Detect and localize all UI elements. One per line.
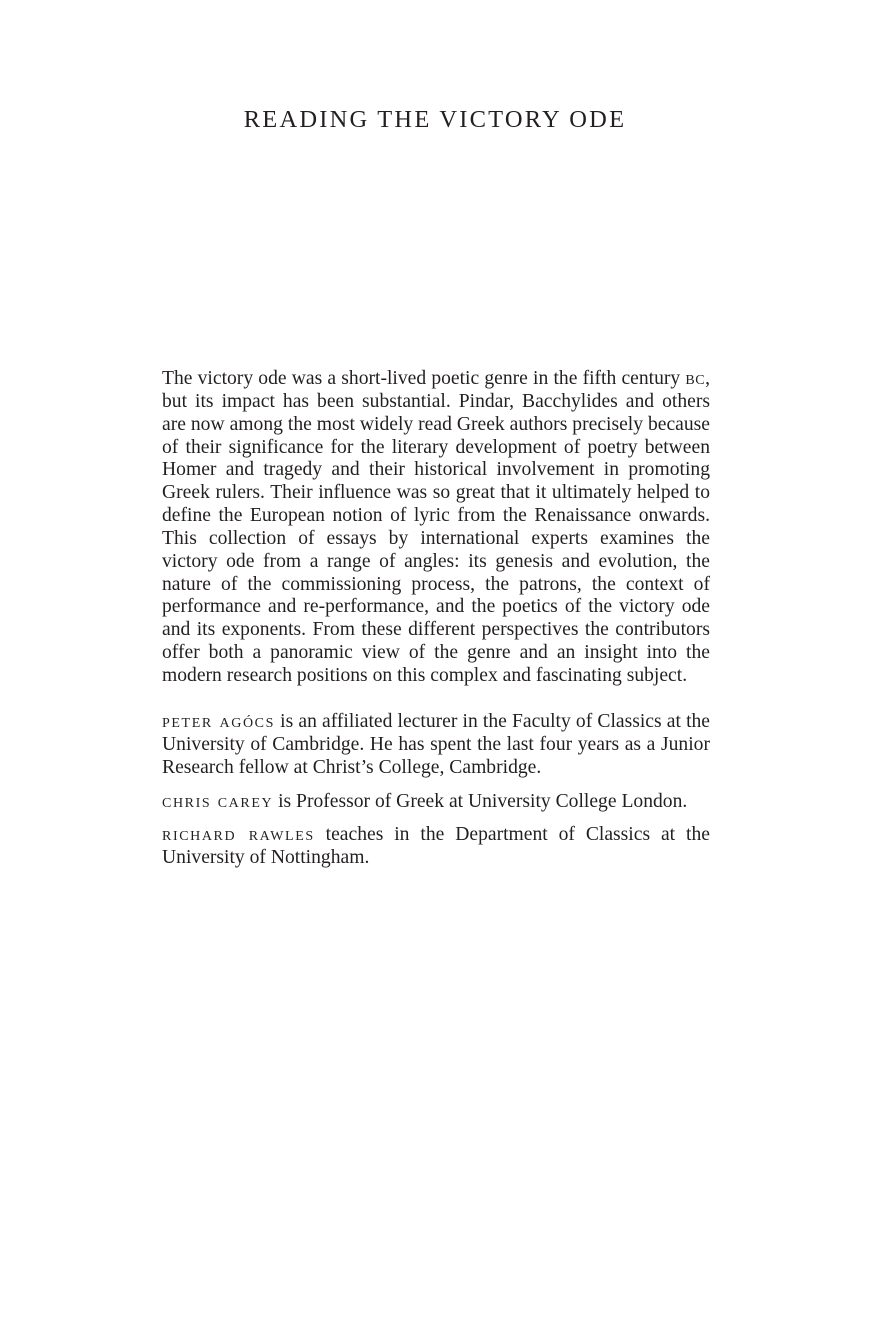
contributor-name: peter agócs	[162, 711, 275, 732]
contributor-bio-text: is Professor of Greek at University College London.	[273, 790, 688, 812]
page-title: READING THE VICTORY ODE	[243, 106, 627, 133]
contributor-bio-text: teaches in the Department of Classics at the University of Nottingham.	[162, 824, 710, 869]
contributor-bios	[162, 711, 710, 881]
bio-chris-carey	[162, 791, 710, 814]
contributor-name: richard rawles	[162, 824, 315, 846]
bio-richard-rawles	[162, 824, 710, 870]
era-abbreviation: bc	[685, 368, 706, 389]
contributor-bio-text: is an affiliated lecturer in the Faculty of Classics at the University of Cambridge. He has spent the last four years as a Junior Research fellow at Christ’s College, Cambridge.	[162, 711, 711, 778]
description-text-rest: , but its impact has been substantial. Pindar, Bacchylides and others are now among the most widely read Greek authors precisely because of their significance for the literary development of poetry between Homer and tragedy and their historical involvement in promoting Greek rulers. Their influence was so great that it ultimately helped to define the European notion of lyric from the Renaissance onwards. This collection of essays by international experts examines the victory ode from a range of angles: its genesis and evolution, the nature of the commissioning process, the patrons, the context of performance and re-performance, and the poetics of the victory ode and its exponents. From these different perspectives the contributors offer both a panoramic view of the genre and an insight into the modern research positions on this complex and fascinating subject.	[162, 368, 710, 686]
contributor-name: chris carey	[162, 790, 274, 812]
bio-peter-agocs	[162, 711, 710, 780]
book-description	[162, 368, 710, 688]
description-text-start: The victory ode was a short-lived poetic genre in the fifth century	[162, 368, 686, 389]
